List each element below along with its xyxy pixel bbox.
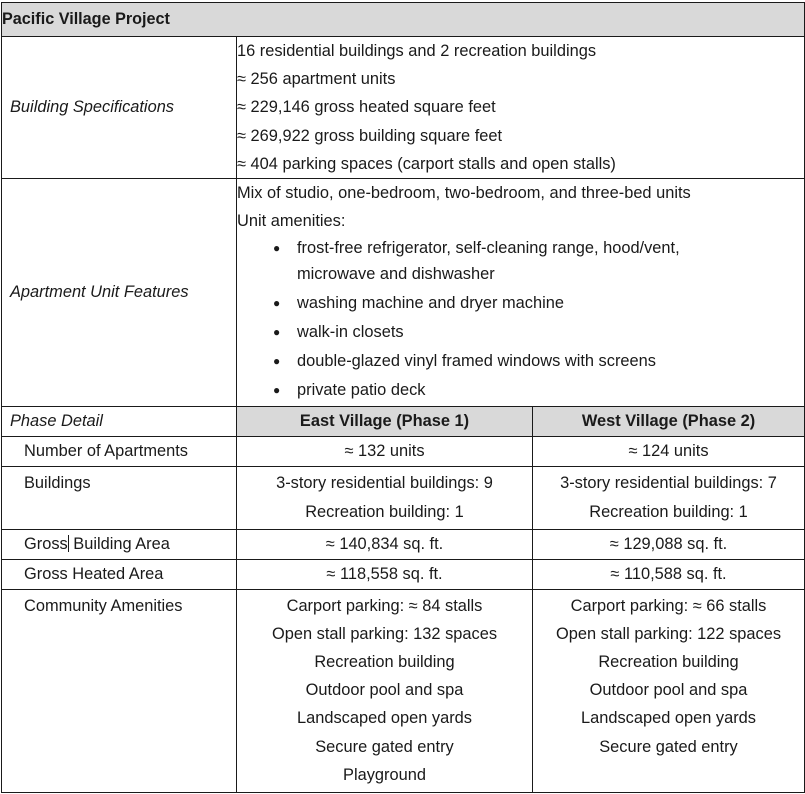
east-buildings-line: 3-story residential buildings: 9 xyxy=(276,474,493,493)
west-buildings-line: 3-story residential buildings: 7 xyxy=(560,474,777,493)
buildings-label xyxy=(2,467,237,529)
bullet-icon: ● xyxy=(273,325,281,340)
west-community-amenities xyxy=(533,589,805,792)
west-buildings-line: Recreation building: 1 xyxy=(589,502,748,521)
buildings-label-text: Buildings xyxy=(24,474,91,493)
list-item xyxy=(237,377,804,403)
bullet-icon: ● xyxy=(273,296,281,311)
west-amenity-line: Open stall parking: 122 spaces xyxy=(555,624,782,643)
east-amenity-line: Playground xyxy=(343,765,426,784)
community-amenities-row xyxy=(2,589,805,792)
building-area-label-part: Building Area xyxy=(73,534,170,553)
spec-line: 16 residential buildings and 2 recreation buildings xyxy=(237,42,597,60)
spec-line: ≈ 269,922 gross building square feet xyxy=(237,126,503,145)
east-community-amenities xyxy=(237,589,533,792)
spec-line: ≈ 404 parking spaces (carport stalls and open stalls) xyxy=(237,154,616,173)
east-amenity-line: Outdoor pool and spa xyxy=(305,681,464,700)
amenity-text: frost-free refrigerator, self-cleaning range, hood/vent, xyxy=(297,239,680,258)
building-specifications-details xyxy=(237,37,805,179)
east-gross-heated-area-value: ≈ 118,558 sq. ft. xyxy=(237,559,533,589)
amenity-text: walk-in closets xyxy=(297,323,404,342)
number-of-apartments-label: Number of Apartments xyxy=(2,437,237,467)
amenity-text: microwave and dishwasher xyxy=(297,265,495,284)
gross-building-area-row xyxy=(2,529,805,559)
table-title: Pacific Village Project xyxy=(2,3,805,37)
spec-line: ≈ 256 apartment units xyxy=(237,70,396,89)
number-of-apartments-row xyxy=(2,437,805,467)
spec-line: ≈ 229,146 gross heated square feet xyxy=(237,98,496,117)
east-amenity-line: Recreation building xyxy=(314,653,455,672)
east-amenity-line: Secure gated entry xyxy=(315,737,454,756)
project-spec-table xyxy=(1,2,805,793)
list-item xyxy=(237,319,804,345)
building-specifications-row xyxy=(2,37,805,179)
community-amenities-label-text: Community Amenities xyxy=(24,596,183,615)
west-village-header: West Village (Phase 2) xyxy=(533,407,805,437)
west-apartments-value: ≈ 124 units xyxy=(533,437,805,467)
bullet-icon: ● xyxy=(273,354,281,369)
east-amenity-line: Open stall parking: 132 spaces xyxy=(271,624,498,643)
west-amenity-line: Outdoor pool and spa xyxy=(589,681,748,700)
west-buildings-value xyxy=(533,467,805,529)
east-amenity-line: Landscaped open yards xyxy=(297,709,472,728)
gross-heated-area-row xyxy=(2,559,805,589)
east-apartments-value: ≈ 132 units xyxy=(237,437,533,467)
list-item xyxy=(237,290,804,316)
west-amenity-line: Secure gated entry xyxy=(599,737,738,756)
east-gross-building-area-value: ≈ 140,834 sq. ft. xyxy=(237,529,533,559)
west-amenity-line: Carport parking: ≈ 66 stalls xyxy=(570,596,767,615)
unit-amenities-heading: Unit amenities: xyxy=(237,212,346,231)
apartment-unit-features-label: Apartment Unit Features xyxy=(2,178,237,406)
amenity-text: washing machine and dryer machine xyxy=(297,294,564,313)
unit-amenities-list xyxy=(237,235,804,403)
east-village-header: East Village (Phase 1) xyxy=(237,407,533,437)
apartment-unit-features-details xyxy=(237,178,805,406)
unit-mix-text: Mix of studio, one-bedroom, two-bedroom, and three-bed units xyxy=(237,183,691,202)
phase-detail-header-row xyxy=(2,407,805,437)
east-amenity-line: Carport parking: ≈ 84 stalls xyxy=(286,596,483,615)
west-gross-building-area-value: ≈ 129,088 sq. ft. xyxy=(533,529,805,559)
gross-heated-area-label: Gross Heated Area xyxy=(2,559,237,589)
list-item xyxy=(237,348,804,374)
east-buildings-line: Recreation building: 1 xyxy=(305,502,464,521)
bullet-icon: ● xyxy=(273,383,281,398)
amenity-text: private patio deck xyxy=(297,381,426,400)
west-amenity-line: Recreation building xyxy=(598,653,739,672)
phase-detail-label: Phase Detail xyxy=(2,407,237,437)
east-buildings-value xyxy=(237,467,533,529)
buildings-row xyxy=(2,467,805,529)
bullet-icon: ● xyxy=(273,241,281,256)
west-amenity-line: Landscaped open yards xyxy=(581,709,756,728)
title-row xyxy=(2,3,805,37)
gross-label-part: Gross xyxy=(24,534,68,553)
apartment-unit-features-row xyxy=(2,178,805,406)
community-amenities-label xyxy=(2,589,237,792)
amenity-text: double-glazed vinyl framed windows with screens xyxy=(297,352,656,371)
list-item xyxy=(237,235,804,287)
gross-building-area-label xyxy=(2,529,237,559)
building-specifications-label: Building Specifications xyxy=(2,37,237,179)
west-gross-heated-area-value: ≈ 110,588 sq. ft. xyxy=(533,559,805,589)
text-cursor xyxy=(68,535,69,552)
